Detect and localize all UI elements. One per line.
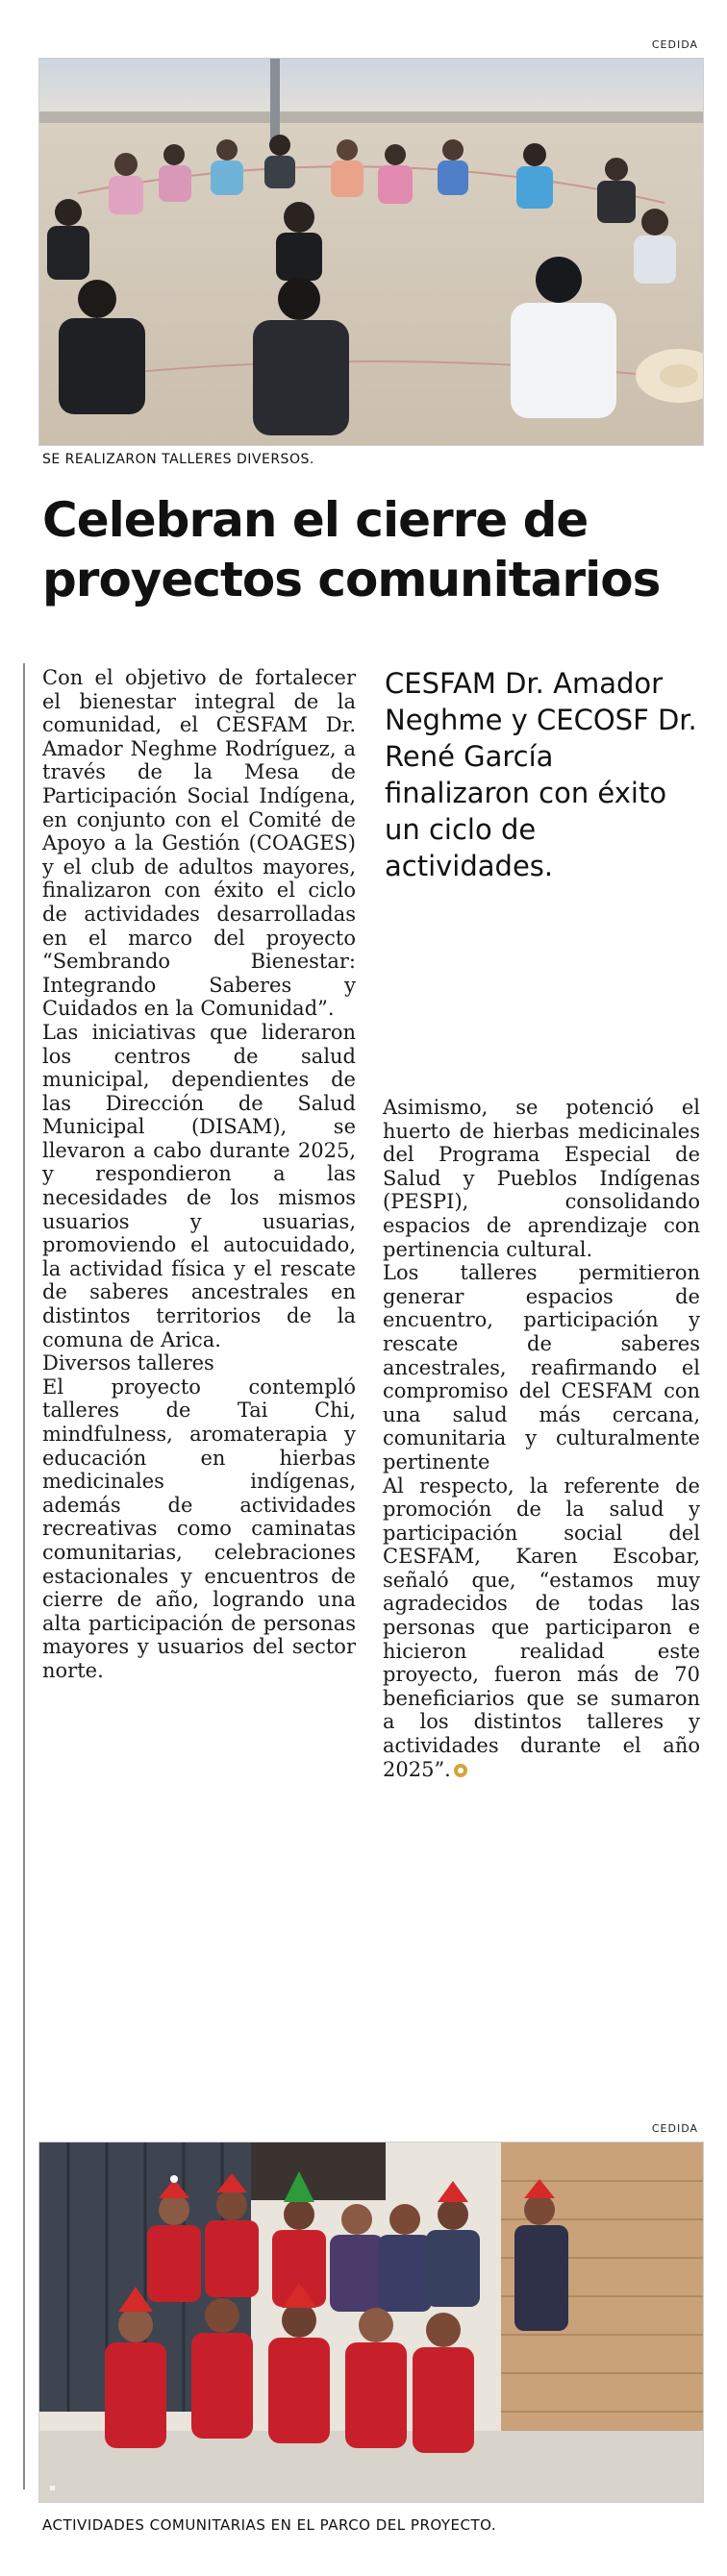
paragraph: El proyecto contempló talleres de Tai Chi, mindfulness, aromaterapia y educación en hierbas medicinales indígenas, además de actividades recreativas como caminatas comunitarias, celebraciones estacionales y encuentros de cierre de año, logrando una alta participación de personas mayores y usuarios del sector norte. [42, 1375, 356, 1682]
group-of-staff-in-christmas-hats-icon [39, 2143, 703, 2502]
bottom-photo-credit: CEDIDA [651, 2122, 698, 2135]
paragraph: Las iniciativas que lideraron los centros de salud municipal, dependientes de las Dirección de Salud Municipal (DISAM), se llevaron a cabo durante 2025, y respondieron a las necesidades de los mismos usuarios y usuarias, promoviendo el autocuidado, la actividad física y el rescate de saberes ancestrales en distintos territorios de la comuna de Arica. [42, 1020, 356, 1351]
headline [42, 490, 715, 609]
paragraph: Asimismo, se potenció el huerto de hierbas medicinales del Programa Especial de Salud y Pueblos Indígenas (PESPI), consolidando espacios de aprendizaje con pertinencia cultural. [383, 1096, 700, 1261]
pull-quote: CESFAM Dr. Amador Neghme y CECOSF Dr. René García finalizaron con éxito un ciclo de actividades. [385, 667, 697, 882]
people-sitting-in-circle-on-sand-icon [39, 59, 703, 445]
paragraph: Con el objetivo de fortalecer el bienestar integral de la comunidad, el CESFAM Dr. Amador Neghme Rodríguez, a través de la Mesa de Participación Social Indígena, en conjunto con el Comité de Apoyo a la Gestión (COAGES) y el club de adultos mayores, finalizaron con éxito el ciclo de actividades desarrolladas en el marco del proyecto “Sembrando Bienestar: Integrando Saberes y Cuidados en la Comunidad”. [42, 666, 356, 1021]
camera-watermark: ▪ [49, 2483, 56, 2493]
bottom-photo [38, 2142, 704, 2503]
headline-line-1: Celebran el cierre de [42, 492, 589, 548]
margin-rule [23, 663, 25, 2489]
paragraph: Los talleres permitieron generar espacios de encuentro, participación y rescate de saberes ancestrales, reafirmando el compromiso del CESFAM con una salud más cercana, comunitaria y culturalmente pertinente [383, 1261, 700, 1474]
end-mark-icon [454, 1764, 467, 1777]
paragraph [383, 1474, 700, 1782]
subheading: Diversos talleres [42, 1351, 214, 1375]
article-left-column [42, 666, 356, 1683]
top-photo [38, 58, 704, 446]
paragraph-text: Al respecto, la referente de promoción de la salud y participación social del CESFAM, Karen Escobar, señaló que, “estamos muy agradecidos de todas las personas que participaron e hicieron realidad este proyecto, fueron más de 70 beneficiarios que se sumaron a los distintos talleres y actividades durante el año 2025”. [383, 1474, 700, 1781]
article-right-column [383, 1096, 700, 1781]
headline-line-2: proyectos comunitarios [42, 552, 661, 607]
top-photo-caption: SE REALIZARON TALLERES DIVERSOS. [42, 452, 314, 467]
bottom-photo-caption: ACTIVIDADES COMUNITARIAS EN EL PARCO DEL PROYECTO. [42, 2516, 497, 2534]
top-photo-credit: CEDIDA [651, 38, 698, 51]
